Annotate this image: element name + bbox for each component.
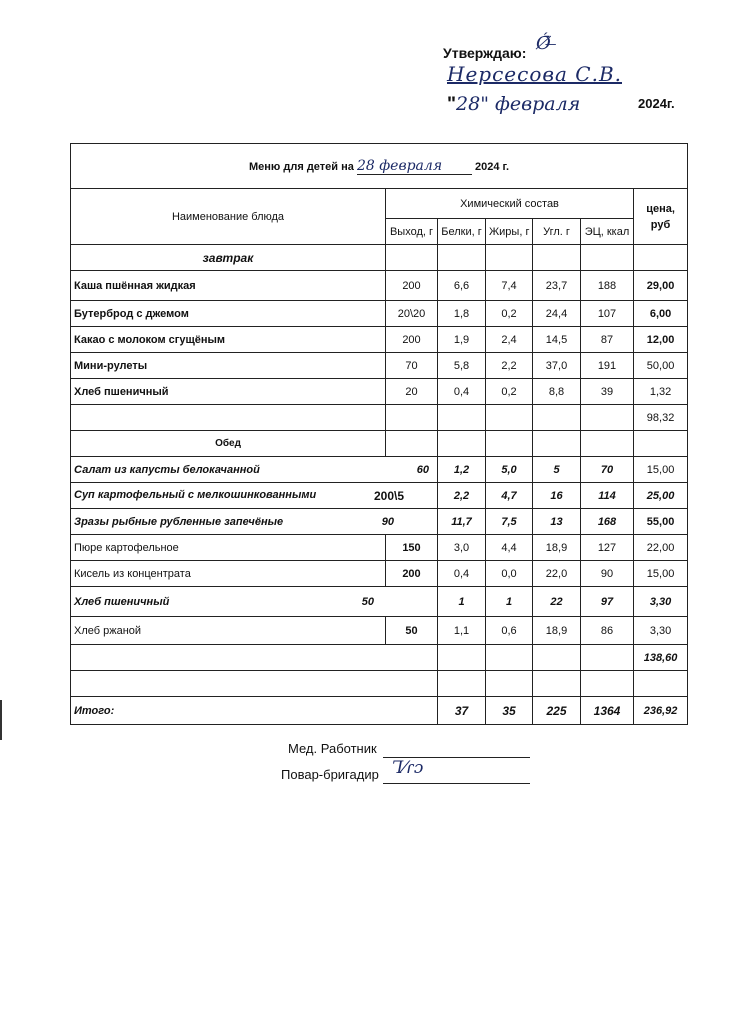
dish-carb: 5	[533, 457, 581, 483]
dish-price: 15,00	[634, 561, 688, 587]
dish-price: 50,00	[634, 353, 688, 379]
dish-fat: 0,2	[486, 379, 533, 405]
dish-name: Хлеб пшеничный	[71, 379, 386, 405]
total-label: Итого:	[71, 697, 438, 725]
dish-energy: 188	[581, 271, 634, 301]
approval-date	[447, 93, 580, 116]
dish-name: Бутерброд с джемом	[71, 301, 386, 327]
table-row	[71, 535, 688, 561]
header-price: цена, руб	[634, 189, 688, 245]
title-year: 2024 г.	[475, 160, 510, 173]
dish-yield: 90	[381, 515, 394, 528]
dish-fat: 2,2	[486, 353, 533, 379]
dish-energy: 90	[581, 561, 634, 587]
dish-fat: 0,2	[486, 301, 533, 327]
dish-energy: 97	[581, 587, 634, 617]
dish-fat: 4,4	[486, 535, 533, 561]
dish-fat: 0,6	[486, 617, 533, 645]
dish-fat: 4,7	[486, 483, 533, 509]
dish-carb: 37,0	[533, 353, 581, 379]
dish-name-cell	[71, 509, 438, 535]
table-row	[71, 587, 688, 617]
header-chem-composition: Химический состав	[386, 189, 634, 219]
table-row	[71, 301, 688, 327]
total-fat: 35	[486, 697, 533, 725]
dish-price: 1,32	[634, 379, 688, 405]
table-row	[71, 379, 688, 405]
dish-carb: 22	[533, 587, 581, 617]
dish-protein: 6,6	[438, 271, 486, 301]
title-prefix: Меню для детей на	[249, 160, 354, 173]
dish-protein: 0,4	[438, 561, 486, 587]
chef-signature-line	[383, 783, 530, 784]
dish-name: Хлеб пшеничный	[74, 595, 170, 608]
total-price: 236,92	[634, 697, 688, 725]
dish-name: Суп картофельный с мелкошинкованными	[74, 488, 317, 501]
dish-yield: 20\20	[386, 301, 438, 327]
dish-carb: 18,9	[533, 535, 581, 561]
header-dish-name: Наименование блюда	[71, 189, 386, 245]
dish-energy: 87	[581, 327, 634, 353]
dish-name-cell	[71, 457, 438, 483]
total-energy: 1364	[581, 697, 634, 725]
approval-date-text: 28" февраля	[456, 93, 581, 115]
approval-date-open-quote: "	[447, 94, 457, 115]
dish-carb: 18,9	[533, 617, 581, 645]
dish-price: 22,00	[634, 535, 688, 561]
dish-yield: 20	[386, 379, 438, 405]
table-row	[71, 483, 688, 509]
dish-protein: 1,1	[438, 617, 486, 645]
dish-name-cell	[71, 587, 438, 617]
dish-energy: 86	[581, 617, 634, 645]
table-row	[71, 353, 688, 379]
scan-edge-mark	[0, 700, 2, 740]
dish-price: 55,00	[634, 509, 688, 535]
dish-yield: 200\5	[373, 488, 404, 503]
dish-yield: 200	[386, 271, 438, 301]
header-energy: ЭЦ, ккал	[581, 219, 634, 245]
dish-name: Хлеб ржаной	[71, 617, 386, 645]
dish-name: Каша пшённая жидкая	[71, 271, 386, 301]
dish-protein: 5,8	[438, 353, 486, 379]
table-row	[71, 509, 688, 535]
dish-price: 25,00	[634, 483, 688, 509]
title-date: 28 февраля	[357, 158, 472, 175]
table-row	[71, 271, 688, 301]
grand-total-row	[71, 697, 688, 725]
dish-fat: 7,5	[486, 509, 533, 535]
table-row	[71, 561, 688, 587]
total-carb: 225	[533, 697, 581, 725]
dish-energy: 70	[581, 457, 634, 483]
lunch-total-row	[71, 645, 688, 671]
dish-yield: 200	[386, 561, 438, 587]
dish-protein: 0,4	[438, 379, 486, 405]
dish-yield: 200	[386, 327, 438, 353]
dish-price: 29,00	[634, 271, 688, 301]
dish-energy: 107	[581, 301, 634, 327]
dish-energy: 39	[581, 379, 634, 405]
dish-carb: 23,7	[533, 271, 581, 301]
dish-name: Пюре картофельное	[71, 535, 386, 561]
menu-table	[70, 143, 688, 725]
table-row	[71, 457, 688, 483]
section-breakfast: завтрак	[71, 245, 386, 271]
dish-yield: 50	[386, 617, 438, 645]
dish-protein: 11,7	[438, 509, 486, 535]
approval-signature: Ǿ̄ ̶	[536, 33, 557, 54]
dish-protein: 2,2	[438, 483, 486, 509]
breakfast-total-row	[71, 405, 688, 431]
dish-fat: 7,4	[486, 271, 533, 301]
dish-price: 6,00	[634, 301, 688, 327]
lunch-total: 138,60	[634, 645, 688, 671]
dish-energy: 168	[581, 509, 634, 535]
approver-name: Нерсесова С.В.	[447, 62, 622, 86]
approval-year: 2024г.	[638, 96, 675, 111]
dish-name: Мини-рулеты	[71, 353, 386, 379]
dish-name-cell	[71, 483, 438, 509]
total-protein: 37	[438, 697, 486, 725]
dish-yield: 50	[361, 595, 374, 608]
table-row	[71, 617, 688, 645]
dish-name: Кисель из концентрата	[71, 561, 386, 587]
dish-name: Какао с молоком сгущёным	[71, 327, 386, 353]
section-lunch: Обед	[71, 431, 386, 457]
dish-protein: 1,8	[438, 301, 486, 327]
breakfast-total: 98,32	[634, 405, 688, 431]
dish-fat: 5,0	[486, 457, 533, 483]
chef-signature: Ꞁ⁄ɾɔ	[392, 758, 424, 778]
table-row	[71, 327, 688, 353]
chef-label: Повар-бригадир	[281, 767, 379, 782]
dish-fat: 2,4	[486, 327, 533, 353]
dish-protein: 1,9	[438, 327, 486, 353]
header-protein: Белки, г	[438, 219, 486, 245]
dish-yield: 150	[386, 535, 438, 561]
dish-carb: 14,5	[533, 327, 581, 353]
dish-name: Салат из капусты белокачанной	[74, 463, 260, 476]
dish-protein: 1,2	[438, 457, 486, 483]
dish-protein: 1	[438, 587, 486, 617]
dish-price: 3,30	[634, 587, 688, 617]
dish-name: Зразы рыбные рубленные запечёные	[74, 515, 284, 528]
dish-carb: 13	[533, 509, 581, 535]
dish-price: 15,00	[634, 457, 688, 483]
dish-fat: 1	[486, 587, 533, 617]
dish-carb: 16	[533, 483, 581, 509]
dish-energy: 191	[581, 353, 634, 379]
dish-yield: 60	[416, 463, 429, 476]
dish-energy: 114	[581, 483, 634, 509]
dish-yield: 70	[386, 353, 438, 379]
dish-price: 12,00	[634, 327, 688, 353]
dish-carb: 22,0	[533, 561, 581, 587]
dish-protein: 3,0	[438, 535, 486, 561]
dish-carb: 8,8	[533, 379, 581, 405]
dish-carb: 24,4	[533, 301, 581, 327]
header-fat: Жиры, г	[486, 219, 533, 245]
medic-label: Мед. Работник	[288, 741, 377, 756]
header-yield: Выход, г	[386, 219, 438, 245]
dish-price: 3,30	[634, 617, 688, 645]
header-carb: Угл. г	[533, 219, 581, 245]
menu-title	[71, 144, 688, 189]
dish-fat: 0,0	[486, 561, 533, 587]
dish-energy: 127	[581, 535, 634, 561]
approval-label: Утверждаю:	[443, 45, 527, 61]
